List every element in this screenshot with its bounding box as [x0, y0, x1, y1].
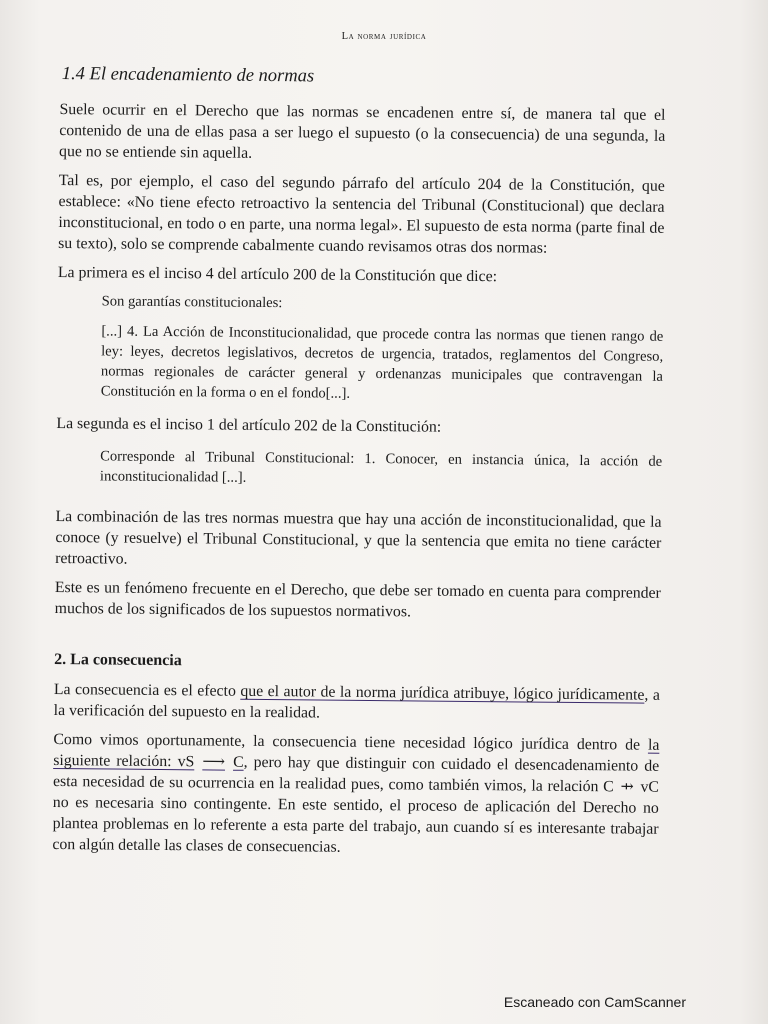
paragraph-7-underlined: que el autor de la norma jurídica atribuye, lógico jurídicamente: [240, 682, 645, 704]
not-implies-arrow-icon: ⇸: [620, 778, 634, 796]
paragraph-8-symbol-c: C: [233, 753, 244, 771]
paragraph-4: La segunda es el inciso 1 del artículo 202 de la Constitución:: [56, 414, 442, 436]
block-quote-2: Corresponde al Tribunal Constitucional: 1. Conocer, en instancia única, la acción de inconstitucionalidad [...].: [99, 448, 663, 486]
paragraph-8-part-e: vC no es necesaria sino contingente. En este sentido, el proceso de aplicación del Derecho no plantea problemas en lo referente a esta parte del trabajo, aun cuando sí es interesante trabajar con algún detalle las clases de consecuencias.: [52, 778, 660, 856]
section-heading-1-4: 1.4 El encadenamiento de normas: [61, 64, 315, 87]
paragraph-8-part-a: Como vimos oportunamente, la consecuencia tiene necesidad lógico jurídica dentro de: [53, 730, 649, 754]
paragraph-7-part-a: La consecuencia es el efecto: [53, 680, 241, 700]
running-head: La norma jurídica: [341, 31, 427, 42]
paragraph-1: Suele ocurrir en el Derecho que las normas se encadenen entre sí, de manera tal que el contenido de una de ellas pasa a ser luego el supuesto (o la consecuencia) de una segunda, la que no se entiende sin aquella.: [59, 100, 666, 162]
paragraph-7-part-c: , a la verificación del supuesto en la realidad.: [53, 686, 660, 722]
section-heading-2: 2. La consecuencia: [54, 650, 182, 670]
paragraph-8-part-d: , pero hay que distinguir con cuidado el desencadenamiento de esta necesidad de su ocurrencia en la realidad pues, como también vimos, la relación C: [52, 753, 660, 796]
paragraph-2: Tal es, por ejemplo, el caso del segundo párrafo del artículo 204 de la Constitución, que establece: «No tiene efecto retroactivo la sentencia del Tribunal (Constitucional) que declara inconstitucional, en todo o en parte, una norma legal». El supuesto de esta norma (parte final de su texto), solo se comprende cabalmente cuando revisamos otras dos normas:: [58, 171, 665, 257]
paragraph-7: [54, 679, 660, 727]
block-quote-1: [101, 291, 664, 406]
block-quote-1-intro: Son garantías constitucionales:: [101, 293, 283, 312]
implies-arrow-icon: ⟶: [202, 753, 226, 771]
block-quote-1-body: [...] 4. La Acción de Inconstitucionalidad, que procede contra las normas que tienen rango de ley: leyes, decretos legislativos, decretos de urgencia, tratados, reglamentos del Congreso, normas regionales de carácter general y ordenanzas municipales que contravengan la Constitución en la forma o en el fondo[...].: [100, 323, 664, 402]
paragraph-8: [52, 729, 659, 861]
paragraph-6: Este es un fenómeno frecuente en el Derecho, que debe ser tomado en cuenta para comprender muchos de los significados de los supuestos normativos.: [54, 578, 661, 621]
scanner-watermark: Escaneado con CamScanner: [503, 994, 686, 1010]
paragraph-3: La primera es el inciso 4 del artículo 200 de la Constitución que dice:: [57, 263, 498, 286]
paragraph-5: La combinación de las tres normas muestra que hay una acción de inconstitucionalidad, que la conoce (y resuelve) el Tribunal Constitucional, y que la sentencia que emita no tiene carácter retroactivo.: [55, 507, 662, 568]
paragraph-8-underlined: la siguiente relación: vS: [53, 736, 660, 771]
page-body: [52, 56, 666, 869]
